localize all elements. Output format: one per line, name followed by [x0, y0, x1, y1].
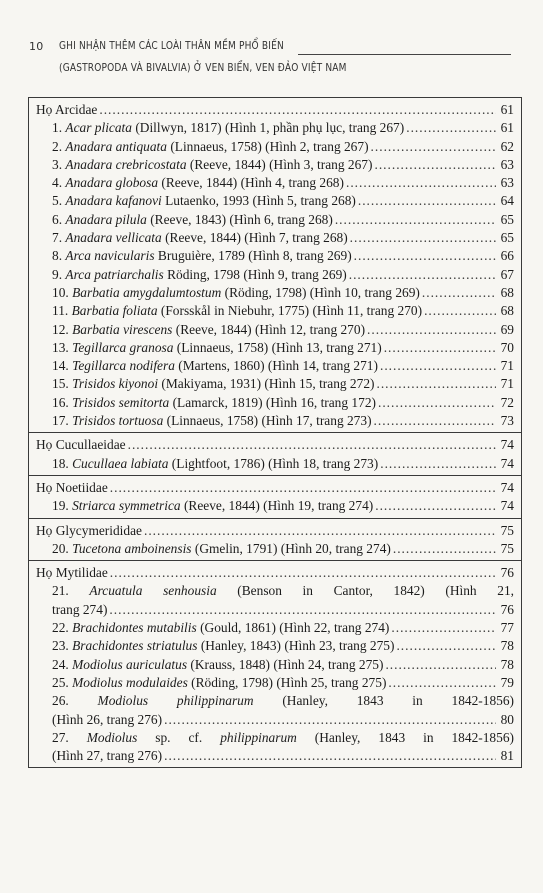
species-page-number: 70 — [500, 339, 514, 355]
species-row — [29, 674, 521, 692]
species-name: Striarca symmetrica — [72, 498, 181, 514]
species-row — [29, 412, 521, 430]
species-name: Anadara crebricostata — [65, 156, 187, 172]
species-row — [29, 357, 521, 375]
species-author: Lutaenko, 1993 (Hình 5, trang 268) — [161, 193, 356, 209]
species-name: Trisidos tortuosa — [72, 413, 164, 429]
species-continuation: (Hình 26, trang 276) — [52, 711, 163, 727]
dot-leader — [396, 637, 496, 655]
family-row — [29, 479, 521, 497]
species-page-number: 81 — [500, 748, 514, 764]
species-row — [29, 138, 521, 156]
dot-leader — [406, 119, 496, 137]
species-entry — [52, 637, 394, 655]
species-name: Arca patriarchalis — [65, 266, 164, 282]
species-number: 16. — [52, 394, 69, 410]
species-name: Brachidontes striatulus — [72, 638, 198, 654]
species-number: 27. — [52, 729, 69, 745]
species-author: (Reeve, 1844) (Hình 4, trang 268) — [158, 175, 344, 191]
species-page-number: 79 — [500, 674, 514, 690]
species-page-number: 77 — [500, 620, 514, 636]
family-page-number: 74 — [500, 437, 514, 453]
species-name: Trisidos semitorta — [72, 394, 170, 410]
species-page-number: 80 — [500, 711, 514, 727]
species-author: (Lightfoot, 1786) (Hình 18, trang 273) — [168, 455, 379, 471]
family-row — [29, 436, 521, 454]
species-row-continuation — [29, 747, 521, 765]
species-number: 13. — [52, 339, 69, 355]
species-name: Anadara pilula — [65, 211, 147, 227]
family-row — [29, 522, 521, 540]
dot-leader — [375, 497, 496, 515]
family-name: Họ Cucullaeidae — [36, 437, 126, 453]
species-name: Barbatia foliata — [71, 303, 158, 319]
species-entry — [52, 375, 374, 393]
family-section — [29, 476, 521, 519]
species-entry — [52, 119, 404, 137]
species-row — [29, 582, 521, 600]
species-row — [29, 321, 521, 339]
species-name: Acar plicata — [65, 120, 132, 136]
species-number: 2. — [52, 138, 63, 154]
dot-leader — [354, 247, 496, 265]
species-row — [29, 540, 521, 558]
species-entry — [52, 455, 378, 473]
dot-leader — [374, 412, 496, 430]
species-name: Arca navicularis — [65, 248, 155, 264]
species-name: Tegillarca granosa — [72, 339, 174, 355]
species-number: 10. — [52, 284, 69, 300]
species-entry — [52, 339, 382, 357]
species-page-number: 73 — [500, 413, 514, 429]
species-author: (Martens, 1860) (Hình 14, trang 271) — [174, 358, 378, 374]
species-author: (Reeve, 1844) (Hình 7, trang 268) — [161, 230, 348, 246]
family-row — [29, 101, 521, 119]
species-row-continuation — [29, 601, 521, 619]
family-page-number: 61 — [500, 102, 514, 117]
family-section — [29, 433, 521, 476]
family-page-number: 74 — [500, 479, 514, 495]
species-entry — [52, 497, 373, 515]
family-row — [29, 564, 521, 582]
species-continuation: trang 274) — [52, 601, 108, 617]
dot-leader — [110, 564, 496, 582]
species-row — [29, 211, 521, 229]
species-name: Modiolus modulaides — [72, 674, 188, 690]
species-author: (Gmelin, 1791) (Hình 20, trang 274) — [191, 540, 391, 556]
species-row — [29, 394, 521, 412]
species-entry — [52, 619, 389, 637]
species-number: 26. — [52, 693, 69, 709]
dot-leader — [350, 229, 496, 247]
species-page-number: 75 — [500, 540, 514, 556]
species-row — [29, 174, 521, 192]
dot-leader — [384, 339, 496, 357]
species-page-number: 64 — [500, 193, 514, 209]
family-section — [29, 561, 521, 768]
header-rule — [298, 54, 511, 55]
species-name: Anadara antiquata — [65, 138, 167, 154]
running-title-line2: (GASTROPODA VÀ BIVALVIA) Ở VEN BIỂN, VEN ĐẢO VIỆT NAM — [59, 62, 347, 74]
species-author: sp. cf. — [137, 729, 221, 745]
species-page-number: 65 — [500, 230, 514, 246]
species-number: 9. — [52, 266, 63, 282]
species-page-number: 69 — [500, 321, 514, 337]
dot-leader — [144, 522, 496, 540]
species-author: (Gould, 1861) (Hình 22, trang 274) — [196, 620, 390, 636]
species-number: 20. — [52, 540, 69, 556]
dot-leader — [376, 375, 496, 393]
species-row — [29, 247, 521, 265]
family-page-number: 75 — [500, 522, 514, 538]
species-page-number: 78 — [500, 638, 514, 654]
species-entry — [52, 192, 356, 210]
family-page-number: 76 — [500, 565, 514, 581]
species-author: (Linnaeus, 1758) (Hình 17, trang 273) — [163, 413, 372, 429]
dot-leader — [422, 284, 496, 302]
species-page-number: 67 — [500, 266, 514, 282]
species-name: Barbatia virescens — [72, 321, 173, 337]
species-page-number: 68 — [500, 284, 514, 300]
species-name: Cucullaea labiata — [72, 455, 169, 471]
family-section — [29, 98, 521, 433]
species-name: Tucetona amboinensis — [72, 540, 192, 556]
dot-leader — [346, 174, 496, 192]
dot-leader — [393, 540, 496, 558]
species-row — [29, 284, 521, 302]
dot-leader — [374, 156, 496, 174]
species-page-number: 71 — [500, 358, 514, 374]
species-entry — [52, 582, 514, 600]
species-entry — [52, 394, 376, 412]
running-title-line1: GHI NHẬN THÊM CÁC LOÀI THÂN MỀM PHỔ BIẾN — [59, 40, 284, 52]
species-row — [29, 156, 521, 174]
family-name: Họ Noetiidae — [36, 479, 108, 495]
species-page-number: 63 — [500, 175, 514, 191]
species-number: 22. — [52, 620, 69, 636]
dot-leader — [385, 656, 496, 674]
species-row — [29, 266, 521, 284]
species-number: 3. — [52, 156, 63, 172]
species-author: (Reeve, 1844) (Hình 3, trang 267) — [186, 156, 373, 172]
species-number: 8. — [52, 248, 63, 264]
species-author: (Reeve, 1843) (Hình 6, trang 268) — [146, 211, 333, 227]
species-row — [29, 729, 521, 747]
species-row — [29, 229, 521, 247]
species-name: Arcuatula senhousia — [89, 583, 217, 599]
dot-leader — [128, 436, 496, 454]
species-author: (Röding, 1798) (Hình 25, trang 275) — [187, 674, 387, 690]
species-entry — [52, 156, 372, 174]
species-number: 14. — [52, 358, 69, 374]
species-name: Brachidontes mutabilis — [72, 620, 197, 636]
species-number: 24. — [52, 656, 69, 672]
species-author: (Reeve, 1844) (Hình 12, trang 270) — [172, 321, 366, 337]
species-entry — [52, 357, 378, 375]
species-page-number: 65 — [500, 211, 514, 227]
species-entry — [52, 692, 514, 710]
species-row — [29, 375, 521, 393]
species-author: (Makiyama, 1931) (Hình 15, trang 272) — [158, 376, 375, 392]
species-entry — [52, 174, 344, 192]
species-author: Röding, 1798 (Hình 9, trang 269) — [163, 266, 347, 282]
species-author: (Krauss, 1848) (Hình 24, trang 275) — [187, 656, 384, 672]
species-page-number: 76 — [500, 601, 514, 617]
species-row — [29, 455, 521, 473]
dot-leader — [388, 674, 496, 692]
dot-leader — [391, 619, 496, 637]
species-number: 6. — [52, 211, 63, 227]
species-number: 7. — [52, 230, 63, 246]
family-name: Họ Mytilidae — [36, 565, 108, 581]
dot-leader — [164, 711, 496, 729]
species-number: 23. — [52, 638, 69, 654]
dot-leader — [349, 266, 496, 284]
species-number: 18. — [52, 455, 69, 471]
species-row — [29, 619, 521, 637]
species-entry — [52, 302, 422, 320]
species-name: Trisidos kiyonoi — [72, 376, 159, 392]
species-row — [29, 192, 521, 210]
species-number: 21. — [52, 583, 69, 599]
dot-leader — [358, 192, 496, 210]
dot-leader — [335, 211, 496, 229]
species-entry — [52, 729, 514, 747]
species-page-number: 71 — [500, 376, 514, 392]
species-page-number: 78 — [500, 656, 514, 672]
species-author: (Röding, 1798) (Hình 10, trang 269) — [221, 284, 420, 300]
species-name: Modiolus philippinarum — [97, 693, 254, 709]
species-page-number: 72 — [500, 394, 514, 410]
dot-leader — [380, 455, 496, 473]
family-name: Họ Arcidae — [36, 102, 98, 117]
species-entry — [52, 284, 420, 302]
species-author-part: (Hanley, 1843 in 1842-1856) — [296, 729, 514, 745]
species-page-number: 62 — [500, 138, 514, 154]
species-author: (Benson in Cantor, 1842) (Hình 21, — [216, 583, 514, 599]
species-row — [29, 302, 521, 320]
family-section — [29, 519, 521, 562]
dot-leader — [378, 394, 496, 412]
species-number: 15. — [52, 376, 69, 392]
dot-leader — [367, 321, 496, 339]
species-author: (Linnaeus, 1758) (Hình 2, trang 267) — [166, 138, 369, 154]
species-name: Barbatia amygdalumtostum — [72, 284, 222, 300]
species-author: (Hanley, 1843) (Hình 23, trang 275) — [197, 638, 395, 654]
species-row — [29, 637, 521, 655]
species-page-number: 74 — [500, 455, 514, 471]
species-name: Anadara kafanovi — [65, 193, 162, 209]
species-name-part: philippinarum — [220, 729, 297, 745]
page-number: 10 — [29, 40, 44, 53]
species-author: (Reeve, 1844) (Hình 19, trang 274) — [180, 498, 374, 514]
dot-leader — [371, 138, 496, 156]
running-header — [0, 0, 543, 90]
species-entry — [52, 674, 386, 692]
species-number: 11. — [52, 303, 69, 319]
species-name: Modiolus — [86, 729, 138, 745]
species-number: 4. — [52, 175, 63, 191]
species-row — [29, 339, 521, 357]
species-number: 12. — [52, 321, 69, 337]
species-entry — [52, 540, 391, 558]
species-name: Anadara vellicata — [65, 230, 162, 246]
species-page-number: 68 — [500, 303, 514, 319]
species-name: Anadara globosa — [65, 175, 159, 191]
species-author: (Hanley, 1843 in 1842-1856) — [253, 693, 514, 709]
species-page-number: 66 — [500, 248, 514, 264]
species-number: 19. — [52, 498, 69, 514]
species-row — [29, 692, 521, 710]
species-number: 25. — [52, 674, 69, 690]
species-number: 5. — [52, 193, 63, 209]
species-author: (Forsskål in Niebuhr, 1775) (Hình 11, trang 270) — [157, 303, 423, 319]
table-of-contents — [28, 97, 522, 768]
family-name: Họ Glycymerididae — [36, 522, 142, 538]
species-page-number: 63 — [500, 156, 514, 172]
dot-leader — [110, 479, 496, 497]
species-page-number: 74 — [500, 498, 514, 514]
species-row — [29, 119, 521, 137]
dot-leader — [99, 101, 496, 119]
species-entry — [52, 412, 372, 430]
species-name: Tegillarca nodifera — [72, 358, 175, 374]
species-entry — [52, 229, 348, 247]
species-entry — [52, 266, 347, 284]
species-author: (Lamarck, 1819) (Hình 16, trang 172) — [169, 394, 376, 410]
species-entry — [52, 211, 333, 229]
species-entry — [52, 138, 369, 156]
species-row — [29, 656, 521, 674]
dot-leader — [164, 747, 496, 765]
dot-leader — [424, 302, 496, 320]
dot-leader — [109, 601, 496, 619]
species-entry — [52, 321, 365, 339]
species-author: (Linnaeus, 1758) (Hình 13, trang 271) — [173, 339, 382, 355]
species-author: Bruguière, 1789 (Hình 8, trang 269) — [154, 248, 352, 264]
species-page-number: 61 — [500, 120, 514, 136]
species-number: 17. — [52, 413, 69, 429]
species-number: 1. — [52, 120, 63, 136]
species-name: Modiolus auriculatus — [72, 656, 188, 672]
species-row-continuation — [29, 711, 521, 729]
species-author: (Dillwyn, 1817) (Hình 1, phần phụ lục, trang 267) — [131, 120, 405, 136]
species-entry — [52, 656, 383, 674]
species-continuation: (Hình 27, trang 276) — [52, 748, 163, 764]
species-entry — [52, 247, 352, 265]
dot-leader — [380, 357, 496, 375]
species-row — [29, 497, 521, 515]
